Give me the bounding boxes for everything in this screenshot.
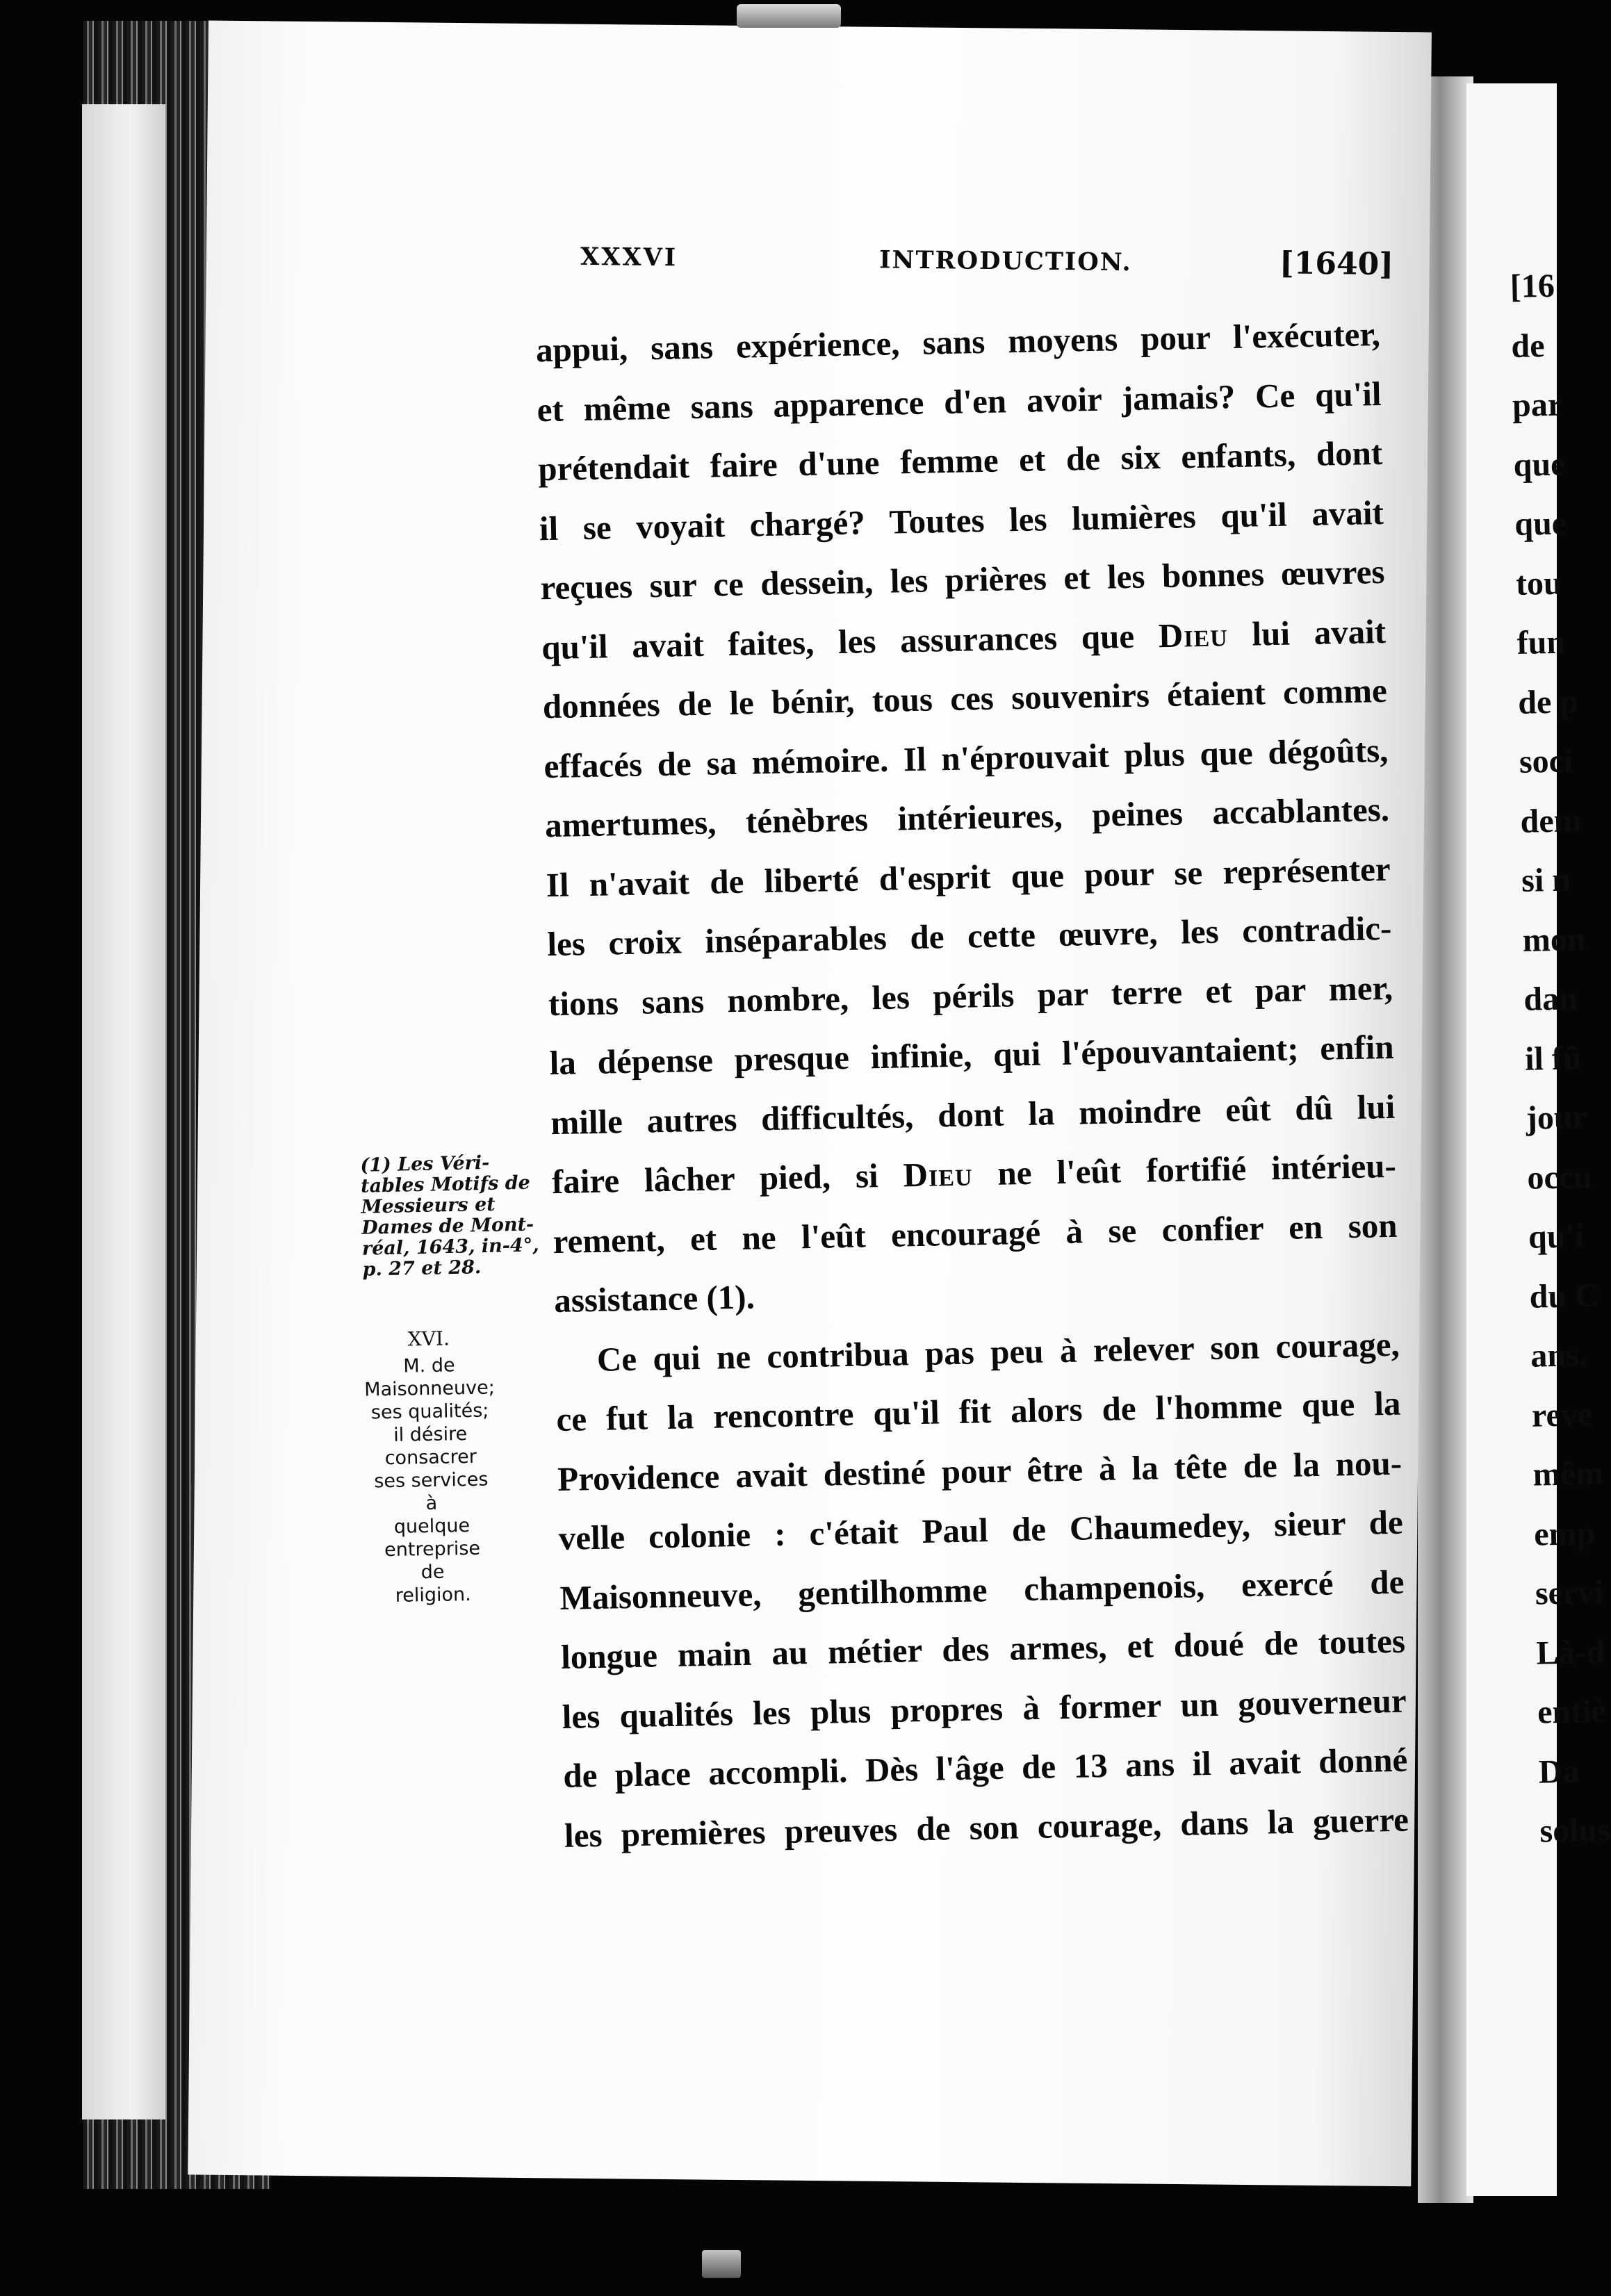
right-page-line: mon: [1522, 920, 1587, 959]
right-page-header: [16: [1510, 267, 1555, 305]
footnote-line: tables Motifs de: [360, 1172, 531, 1197]
right-page-line: reve: [1531, 1395, 1593, 1434]
text-line-11: les croix inséparables de cette œuvre, les contradic-: [546, 908, 1392, 964]
right-page-line: de: [1510, 327, 1545, 365]
footnote-line: (1) Les Véri-: [360, 1151, 490, 1176]
right-page-line: Là-d: [1536, 1633, 1605, 1672]
section-note-line: ses services: [374, 1468, 489, 1493]
dieu-word-2: Dieu: [903, 1154, 973, 1195]
footnote-margin-note: [360, 1151, 543, 1280]
running-head: [580, 243, 1394, 293]
text-line-15-end: ne l'eût fortifié intérieu-: [997, 1146, 1397, 1192]
dieu-word: Dieu: [1158, 614, 1229, 655]
right-page-line: soci: [1519, 742, 1573, 780]
footnote-line: p. 27 et 28.: [362, 1256, 482, 1281]
right-page-line: ans.: [1530, 1336, 1588, 1375]
section-numeral: XVI.: [407, 1327, 450, 1351]
text-line-21: velle colonie : c'était Paul de Chaumedey, sieur de: [558, 1502, 1404, 1557]
right-page-line: mêm: [1532, 1454, 1604, 1493]
right-page-line: tou: [1515, 564, 1563, 602]
text-line-3: prétendait faire d'une femme et de six enfants, dont: [537, 433, 1383, 489]
running-title: INTRODUCTION.: [878, 245, 1132, 277]
section-note-line: M. de: [403, 1354, 455, 1377]
right-page-line: que: [1513, 445, 1566, 484]
text-line-23: longue main au métier des armes, et doué de toutes: [560, 1621, 1406, 1676]
text-line-6-start: qu'il avait faites, les assurances que: [541, 616, 1135, 666]
folio-number: XXXVI: [580, 242, 678, 272]
text-line-26: les premières preuves de son courage, dans la guerre: [564, 1800, 1409, 1855]
text-line-25: de place accompli. Dès l'âge de 13 ans il avait donné: [562, 1740, 1408, 1795]
right-page-line: il fû: [1524, 1039, 1583, 1078]
binding-clip-top: [737, 4, 841, 28]
text-line-12: tions sans nombre, les périls par terre et par mer,: [548, 968, 1393, 1023]
right-page-line: dan: [1523, 980, 1578, 1018]
right-page-line: solus: [1539, 1811, 1611, 1850]
section-note-line: quelque: [393, 1515, 471, 1538]
date-bracket: [1640]: [1279, 245, 1394, 283]
binding-clip-bottom: [702, 2250, 741, 2278]
text-line-13: la dépense presque infinie, qui l'épouvantaient; enfin: [549, 1027, 1395, 1083]
right-page-line: dem: [1520, 801, 1583, 840]
text-line-20: Providence avait destiné pour être à la tête de la nou-: [557, 1443, 1403, 1498]
text-line-22: Maisonneuve, gentilhomme champenois, exercé de: [559, 1562, 1405, 1617]
section-note-line: ses qualités;: [370, 1400, 489, 1424]
right-page-line: qu'i: [1528, 1217, 1585, 1256]
right-page-line: jour: [1526, 1099, 1588, 1137]
text-line-17: assistance (1).: [553, 1277, 755, 1320]
footnote-line: Dames de Mont-: [361, 1213, 534, 1239]
text-line-14: mille autres difficultés, dont la moindre eût dû lui: [550, 1087, 1396, 1142]
text-line-5: reçues sur ce dessein, les prières et les bonnes œuvres: [540, 552, 1385, 607]
text-line-1: appui, sans expérience, sans moyens pour l'exécuter,: [535, 314, 1381, 370]
section-note-line: religion.: [395, 1584, 471, 1607]
text-line-4: il se voyait chargé? Toutes les lumières qu'il avait: [539, 493, 1384, 548]
right-page-line: si n: [1521, 861, 1571, 899]
right-page-line: servi: [1535, 1573, 1605, 1612]
right-page-line: entiè: [1537, 1692, 1607, 1731]
text-line-7: données de le bénir, tous ces souvenirs étaient comme: [542, 671, 1388, 726]
left-page-flap: [82, 104, 165, 2119]
right-page-line: de p: [1517, 682, 1579, 721]
text-line-6-end: lui avait: [1251, 612, 1387, 653]
right-page-line: occu: [1526, 1158, 1593, 1197]
text-line-2: et même sans apparence d'en avoir jamais? Ce qu'il: [537, 374, 1382, 429]
section-margin-note: [359, 1326, 503, 1607]
right-page-line: fun: [1516, 623, 1566, 662]
text-line-10: Il n'avait de liberté d'esprit que pour se représenter: [546, 849, 1391, 904]
footnote-line: réal, 1643, in-4°,: [361, 1234, 539, 1260]
section-note-line: consacrer: [384, 1445, 477, 1470]
right-page-line: emp: [1533, 1514, 1596, 1553]
text-line-15-start: faire lâcher pied, si: [551, 1156, 879, 1202]
text-line-8: effacés de sa mémoire. Il n'éprouvait plus que dégoûts,: [543, 730, 1389, 785]
right-page-line: par: [1512, 386, 1563, 424]
section-note-line: entreprise: [384, 1537, 481, 1561]
right-page-line: Da: [1538, 1752, 1580, 1791]
section-note-line: Maisonneuve;: [363, 1377, 496, 1401]
section-note-line: de: [420, 1561, 445, 1584]
text-line-9: amertumes, ténèbres intérieures, peines accablantes.: [544, 789, 1390, 845]
section-note-line: à: [425, 1492, 438, 1515]
section-note-line: il désire: [393, 1423, 468, 1446]
footnote-line: Messieurs et: [361, 1193, 496, 1218]
right-page-line: du C: [1529, 1277, 1600, 1315]
text-line-16: rement, et ne l'eût encouragé à se confier en son: [553, 1206, 1398, 1261]
right-page-line: que: [1514, 505, 1567, 543]
body-text: [535, 304, 1409, 1865]
text-line-18: Ce qui ne contribua pas peu à relever son courage,: [596, 1325, 1400, 1379]
text-line-24: les qualités les plus propres à former un gouverneur: [562, 1681, 1407, 1736]
text-line-19: ce fut la rencontre qu'il fit alors de l'homme que la: [556, 1384, 1401, 1439]
